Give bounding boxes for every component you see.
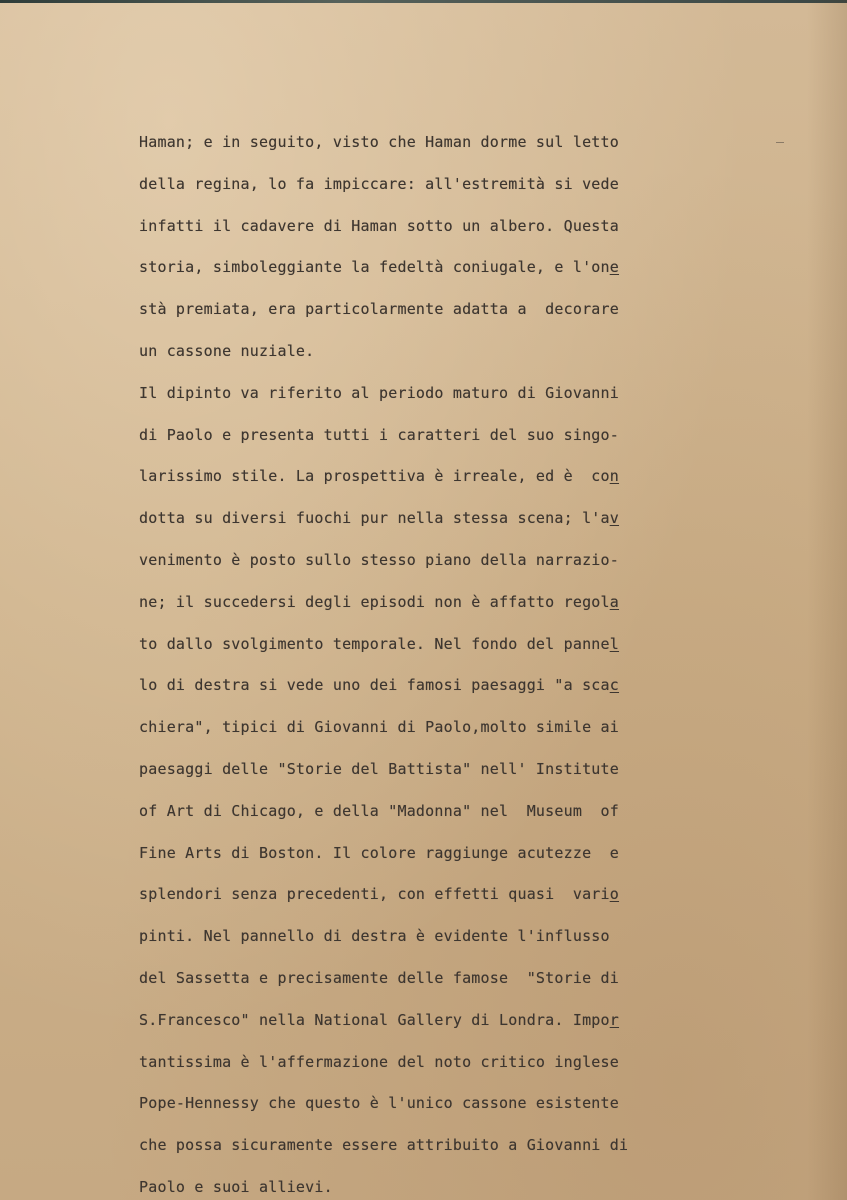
- underlined-char: a: [609, 592, 620, 611]
- text-line: [139, 624, 739, 666]
- margin-mark: [776, 142, 784, 143]
- line-text: larissimo stile. La prospettiva è irreale, ed è co: [139, 467, 610, 486]
- line-text: chiera", tipici di Giovanni di Paolo,molto simile ai: [139, 718, 619, 737]
- text-line: [139, 707, 739, 749]
- text-line: [139, 498, 739, 540]
- text-line: [139, 874, 739, 916]
- text-line: [139, 122, 739, 164]
- line-text: tantissima è l'affermazione del noto critico inglese: [139, 1052, 619, 1071]
- text-line: [139, 1000, 739, 1042]
- line-text: Pope-Hennessy che questo è l'unico cassone esistente: [139, 1094, 619, 1113]
- text-line: [139, 665, 739, 707]
- line-text: of Art di Chicago, e della "Madonna" nel Museum of: [139, 801, 619, 820]
- text-line: [139, 247, 739, 289]
- line-text: dotta su diversi fuochi pur nella stessa scena; l'a: [139, 509, 610, 528]
- line-text: stà premiata, era particolarmente adatta a decorare: [139, 300, 619, 319]
- text-line: [139, 791, 739, 833]
- underlined-char: e: [609, 258, 620, 277]
- text-line: [139, 833, 739, 875]
- line-text: che possa sicuramente essere attribuito a Giovanni di: [139, 1136, 629, 1155]
- text-line: [139, 164, 739, 206]
- line-text: della regina, lo fa impiccare: all'estremità si vede: [139, 174, 619, 193]
- line-text: S.Francesco" nella National Gallery di Londra. Impo: [139, 1010, 610, 1029]
- line-text: to dallo svolgimento temporale. Nel fondo del panne: [139, 634, 610, 653]
- line-text: Il dipinto va riferito al periodo maturo di Giovanni: [139, 383, 619, 402]
- underlined-char: l: [609, 634, 620, 653]
- text-line: [139, 582, 739, 624]
- line-text: un cassone nuziale.: [139, 341, 315, 360]
- text-line: [139, 331, 739, 373]
- underlined-char: n: [609, 467, 620, 486]
- text-line: [139, 1125, 739, 1167]
- line-text: splendori senza precedenti, con effetti quasi vari: [139, 885, 610, 904]
- text-line: [139, 289, 739, 331]
- text-line: [139, 1167, 739, 1200]
- text-line: [139, 749, 739, 791]
- underlined-char: o: [609, 885, 620, 904]
- text-line: [139, 1042, 739, 1084]
- line-text: Fine Arts di Boston. Il colore raggiunge acutezze e: [139, 843, 619, 862]
- line-text: pinti. Nel pannello di destra è evidente l'influsso: [139, 927, 610, 946]
- line-text: lo di destra si vede uno dei famosi paesaggi "a sca: [139, 676, 610, 695]
- underlined-char: r: [609, 1010, 620, 1029]
- text-line: [139, 1083, 739, 1125]
- text-line: [139, 206, 739, 248]
- line-text: paesaggi delle "Storie del Battista" nell' Institute: [139, 759, 619, 778]
- text-line: [139, 456, 739, 498]
- line-text: infatti il cadavere di Haman sotto un albero. Questa: [139, 216, 619, 235]
- page-shadow: [807, 0, 847, 1200]
- line-text: ne; il succedersi degli episodi non è affatto regol: [139, 592, 610, 611]
- line-text: del Sassetta e precisamente delle famose "Storie di: [139, 968, 619, 987]
- line-text: Haman; e in seguito, visto che Haman dorme sul letto: [139, 133, 619, 151]
- line-text: storia, simboleggiante la fedeltà coniugale, e l'on: [139, 258, 610, 277]
- typewritten-text: [139, 122, 739, 1200]
- page-top-edge: [0, 0, 847, 3]
- underlined-char: v: [609, 509, 620, 528]
- text-line: [139, 958, 739, 1000]
- line-text: venimento è posto sullo stesso piano della narrazio-: [139, 550, 619, 569]
- text-line: [139, 916, 739, 958]
- line-text: Paolo e suoi allievi.: [139, 1177, 333, 1196]
- line-text: di Paolo e presenta tutti i caratteri del suo singo-: [139, 425, 619, 444]
- text-line: [139, 415, 739, 457]
- text-line: [139, 373, 739, 415]
- text-line: [139, 540, 739, 582]
- underlined-char: c: [609, 676, 620, 695]
